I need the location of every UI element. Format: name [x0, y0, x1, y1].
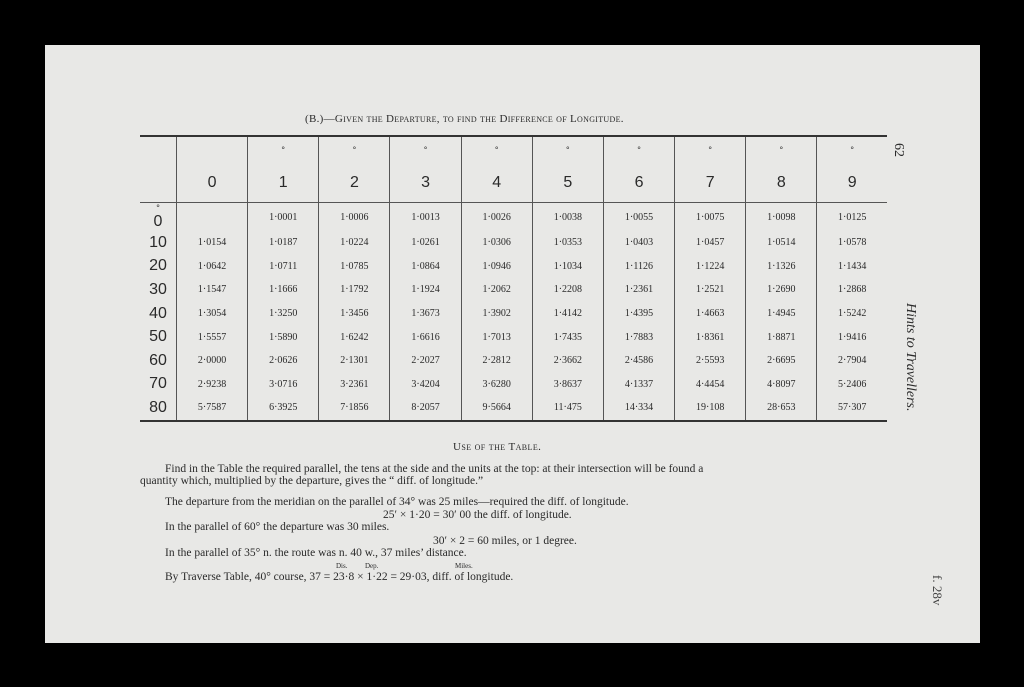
- col-header-0: [177, 136, 248, 203]
- table-cell: 2·0626: [248, 349, 319, 373]
- table-cell: 2·2812: [461, 349, 532, 373]
- table-cell: 8·2057: [390, 396, 461, 421]
- table-cell: 1·3673: [390, 302, 461, 326]
- table-cell: 1·1924: [390, 278, 461, 302]
- table-cell: 19·108: [675, 396, 746, 421]
- col-header-label: 8: [776, 174, 786, 191]
- abbr-dep: Dep.: [365, 562, 379, 570]
- margin-note: f. 28v: [930, 575, 945, 606]
- degree-mark: °: [352, 145, 357, 155]
- table-cell: 1·0864: [390, 255, 461, 279]
- table-cell: 14·334: [603, 396, 674, 421]
- col-header-label: 1: [278, 174, 288, 191]
- table-cell: 1·1126: [603, 255, 674, 279]
- table-row: [140, 396, 887, 421]
- title-text: Given the Departure, to find the Difference of Longitude.: [334, 113, 624, 125]
- table-cell: 1·1034: [532, 255, 603, 279]
- col-header-label: 9: [847, 174, 857, 191]
- row-header: [140, 325, 177, 349]
- longitude-table: [140, 135, 887, 422]
- table-cell: 1·0457: [675, 231, 746, 255]
- table-row: [140, 278, 887, 302]
- table-cell: 1·0075: [675, 203, 746, 232]
- example-3: In the parallel of 35° n. the route was n. 40 w., 37 miles’ distance.: [165, 547, 467, 559]
- table-row: [140, 349, 887, 373]
- degree-mark: °: [281, 145, 286, 155]
- table-row: [140, 231, 887, 255]
- table-cell: 1·0006: [319, 203, 390, 232]
- table-cell: 9·5664: [461, 396, 532, 421]
- table-cell: 1·0946: [461, 255, 532, 279]
- row-header: [140, 278, 177, 302]
- table-cell: 1·3902: [461, 302, 532, 326]
- table-cell: 1·1434: [817, 255, 887, 279]
- table-cell: 1·2361: [603, 278, 674, 302]
- table-cell: 3·8637: [532, 373, 603, 397]
- col-header-1: [248, 136, 319, 203]
- table-cell: 1·4663: [675, 302, 746, 326]
- example-1: The departure from the meridian on the parallel of 34° was 25 miles—required the diff. of longitude.: [165, 496, 629, 508]
- table-cell: 1·3250: [248, 302, 319, 326]
- table-cell: 1·0038: [532, 203, 603, 232]
- table-row: [140, 302, 887, 326]
- row-header-label: 10: [149, 233, 167, 251]
- degree-mark: °: [494, 145, 499, 155]
- table-cell: 2·4586: [603, 349, 674, 373]
- table-cell: 1·7883: [603, 325, 674, 349]
- table-cell: 1·2868: [817, 278, 887, 302]
- title-prefix: (B.)—: [305, 113, 335, 125]
- table-cell: 1·1547: [177, 278, 248, 302]
- row-header-label: 70: [149, 375, 167, 393]
- col-header-2: [319, 136, 390, 203]
- table-cell: 1·0125: [817, 203, 887, 232]
- table-cell: 1·0098: [746, 203, 817, 232]
- row-header-label: 60: [149, 351, 167, 369]
- table-cell: 4·4454: [675, 373, 746, 397]
- table-cell: 1·0261: [390, 231, 461, 255]
- example-2: In the parallel of 60° the departure was 30 miles.: [165, 521, 390, 533]
- col-header-label: 0: [207, 174, 217, 191]
- table-cell: 1·0403: [603, 231, 674, 255]
- abbr-miles: Miles.: [455, 562, 473, 570]
- table-cell: 1·1666: [248, 278, 319, 302]
- table-cell: 1·7013: [461, 325, 532, 349]
- table-cell: 1·0026: [461, 203, 532, 232]
- table-cell: 1·2208: [532, 278, 603, 302]
- table-cell: 4·1337: [603, 373, 674, 397]
- row-header: [140, 373, 177, 397]
- table-cell: 2·2027: [390, 349, 461, 373]
- table-cell: 1·9416: [817, 325, 887, 349]
- row-header: [140, 349, 177, 373]
- table-cell: 1·6242: [319, 325, 390, 349]
- col-header-label: 4: [492, 174, 502, 191]
- table-cell: 1·1224: [675, 255, 746, 279]
- col-header-8: [746, 136, 817, 203]
- running-head: Hints to Travellers.: [903, 303, 918, 412]
- degree-mark: °: [637, 145, 641, 155]
- table-cell: 5·7587: [177, 396, 248, 421]
- table-cell: 1·5890: [248, 325, 319, 349]
- table-cell: [177, 203, 248, 232]
- row-header-label: 20: [149, 257, 167, 275]
- col-header-label: 2: [349, 174, 359, 191]
- table-cell: 1·7435: [532, 325, 603, 349]
- table-cell: 6·3925: [248, 396, 319, 421]
- table-row: [140, 255, 887, 279]
- table-cell: 11·475: [532, 396, 603, 421]
- col-header-9: [817, 136, 887, 203]
- table-cell: 2·1301: [319, 349, 390, 373]
- table-cell: 2·9238: [177, 373, 248, 397]
- degree-mark: °: [566, 145, 570, 155]
- row-header: [140, 203, 177, 232]
- use-paragraph-line-2: quantity which, multiplied by the departure, gives the “ diff. of longitude.”: [140, 475, 484, 487]
- row-header: [140, 302, 177, 326]
- table-cell: 1·0711: [248, 255, 319, 279]
- table-cell: 1·0224: [319, 231, 390, 255]
- table-cell: 2·6695: [746, 349, 817, 373]
- example-1-equation: 25′ × 1·20 = 30′ 00 the diff. of longitude.: [383, 509, 572, 521]
- col-header-label: 6: [634, 174, 644, 191]
- table-cell: 1·0154: [177, 231, 248, 255]
- table-cell: 28·653: [746, 396, 817, 421]
- page-number: 62: [891, 143, 906, 157]
- table-cell: 1·2062: [461, 278, 532, 302]
- table-cell: 1·1792: [319, 278, 390, 302]
- col-header-4: [461, 136, 532, 203]
- table-cell: 2·7904: [817, 349, 887, 373]
- table-row: [140, 203, 887, 232]
- degree-mark: °: [779, 145, 784, 155]
- table-cell: 1·5242: [817, 302, 887, 326]
- table-cell: 1·8871: [746, 325, 817, 349]
- table-cell: 1·6616: [390, 325, 461, 349]
- col-header-3: [390, 136, 461, 203]
- table-cell: 1·0642: [177, 255, 248, 279]
- degree-mark: °: [423, 145, 428, 155]
- abbr-dis: Dis.: [336, 562, 348, 570]
- table-cell: 2·5593: [675, 349, 746, 373]
- degree-mark: °: [156, 203, 160, 213]
- table-cell: 7·1856: [319, 396, 390, 421]
- table-cell: 1·0353: [532, 231, 603, 255]
- corner-cell: [140, 136, 177, 203]
- row-header-label: 40: [149, 304, 167, 322]
- table-cell: 1·8361: [675, 325, 746, 349]
- table-cell: 1·0578: [817, 231, 887, 255]
- row-header: [140, 231, 177, 255]
- table-cell: 1·4945: [746, 302, 817, 326]
- row-header-label: 30: [149, 280, 167, 298]
- row-header: [140, 255, 177, 279]
- table-cell: 1·0306: [461, 231, 532, 255]
- table-cell: 3·4204: [390, 373, 461, 397]
- table-cell: 57·307: [817, 396, 887, 421]
- table-cell: 1·0187: [248, 231, 319, 255]
- table-cell: 5·2406: [817, 373, 887, 397]
- table-cell: 1·2690: [746, 278, 817, 302]
- table-cell: 1·5557: [177, 325, 248, 349]
- use-heading: Use of the Table.: [453, 441, 542, 453]
- table-cell: 1·2521: [675, 278, 746, 302]
- col-header-5: [532, 136, 603, 203]
- row-header-label: 80: [149, 398, 167, 416]
- degree-mark: °: [708, 145, 712, 155]
- col-header-6: [603, 136, 674, 203]
- table-cell: 3·6280: [461, 373, 532, 397]
- table-cell: 3·0716: [248, 373, 319, 397]
- book-page: [45, 45, 980, 643]
- table-cell: 1·0785: [319, 255, 390, 279]
- table-cell: 4·8097: [746, 373, 817, 397]
- col-header-label: 7: [705, 174, 715, 191]
- table-cell: 3·2361: [319, 373, 390, 397]
- table-cell: 2·0000: [177, 349, 248, 373]
- col-header-label: 3: [421, 174, 430, 191]
- table-cell: 1·0001: [248, 203, 319, 232]
- table-cell: 1·3054: [177, 302, 248, 326]
- table-row: [140, 325, 887, 349]
- use-paragraph-line-1: Find in the Table the required parallel, the tens at the side and the units at the top: at their intersection will be found a: [165, 463, 704, 475]
- row-header-label: 50: [149, 328, 167, 346]
- table-cell: 1·1326: [746, 255, 817, 279]
- example-2-equation: 30′ × 2 = 60 miles, or 1 degree.: [433, 535, 577, 547]
- table-cell: 2·3662: [532, 349, 603, 373]
- table-row: [140, 373, 887, 397]
- table-cell: 1·4142: [532, 302, 603, 326]
- table-cell: 1·0514: [746, 231, 817, 255]
- degree-mark: °: [850, 145, 855, 155]
- table-cell: 1·0055: [603, 203, 674, 232]
- table-cell: 1·4395: [603, 302, 674, 326]
- col-header-label: 5: [563, 174, 573, 191]
- header-row: [140, 136, 887, 203]
- table-cell: 1·0013: [390, 203, 461, 232]
- col-header-7: [675, 136, 746, 203]
- row-header-label: 0: [153, 213, 163, 230]
- example-4: By Traverse Table, 40° course, 37 = 23·8 × 1·22 = 29·03, diff. of longitude.: [165, 571, 514, 583]
- table-cell: 1·3456: [319, 302, 390, 326]
- table-title: [305, 113, 624, 125]
- row-header: [140, 396, 177, 421]
